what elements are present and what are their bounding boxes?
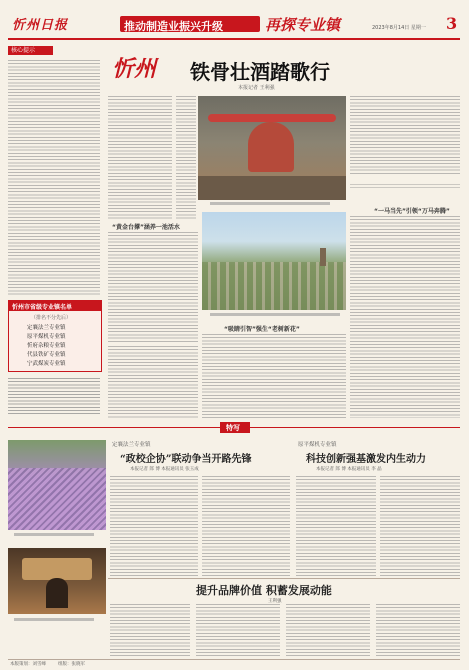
photo-caption — [14, 533, 94, 536]
core-tip-body — [8, 60, 100, 296]
right-feature-byline: 本报记者 郎 博 本报通讯员 李 晶 — [316, 467, 382, 472]
main-headline — [112, 48, 460, 92]
article-column — [110, 476, 198, 576]
right-feature-kicker: 原平煤机专业镇 — [298, 442, 337, 448]
footer-design: 组版：张晓军 — [58, 662, 85, 667]
left-feature-byline: 本报记者 郎 博 本报通讯员 张玉成 — [130, 467, 199, 472]
footer-editor: 本版策划：刘雪峰 — [10, 662, 46, 667]
left-feature-title: “政校企协”联动争当开路先锋 — [120, 454, 252, 465]
feature-tag-text: 特写 — [226, 424, 240, 432]
lower-article-rule — [108, 578, 460, 579]
box-subtitle: （排名不分先后） — [31, 315, 72, 321]
meta-line: 2023年8月14日 星期一 — [372, 25, 426, 31]
factory-photo — [198, 96, 346, 200]
feature-band — [8, 422, 460, 434]
banner-title: 推动制造业振兴升级 — [124, 20, 223, 33]
landscape-photo — [202, 212, 346, 310]
article-column — [202, 334, 346, 418]
core-tip-label — [8, 46, 53, 55]
photo-caption — [210, 202, 330, 205]
article-column — [202, 476, 290, 576]
article-column — [108, 346, 198, 418]
box-item: 忻府杂粮专业镇 — [27, 343, 66, 349]
photo-caption — [14, 618, 94, 621]
lower-article-byline: 王利强 — [268, 599, 282, 604]
article-column — [296, 476, 376, 576]
article-column — [108, 96, 172, 220]
box-title: 忻州市省级专业镇名单 — [12, 304, 73, 311]
article-column — [176, 96, 196, 220]
article-column — [110, 604, 190, 658]
page-number: 3 — [446, 14, 458, 33]
box-item: 宁武煤炭专业镇 — [27, 361, 66, 367]
masthead-logo: 忻州日报 — [12, 18, 69, 33]
headline-city: 忻州 — [112, 56, 157, 82]
article-column — [380, 476, 460, 576]
craftsman-photo — [8, 548, 106, 614]
right-feature-title: 科技创新强基激发内生动力 — [306, 454, 426, 465]
core-tip-text: 核心提示 — [11, 47, 36, 54]
subhead-first: “黄金台撑”涵养一池活水 — [112, 224, 180, 231]
subhead-third: “一马当先”引领“万马奔腾” — [374, 208, 450, 215]
masthead — [0, 0, 469, 44]
article-column — [350, 184, 460, 190]
article-column — [286, 604, 370, 658]
banner-slogan: 再探专业镇 — [265, 16, 341, 34]
headline-byline: 本报记者 王利强 — [238, 85, 275, 91]
box-item: 定襄法兰专业镇 — [27, 325, 66, 331]
box-item: 原平煤机专业镇 — [27, 334, 66, 340]
article-column — [376, 604, 460, 658]
lower-article-title: 提升品牌价值 积蓄发展动能 — [196, 584, 332, 597]
article-column — [196, 604, 280, 658]
subhead-second: “吸睛引智”强生“老树新花” — [224, 326, 300, 333]
core-tip-column — [8, 46, 100, 296]
left-feature-kicker: 定襄法兰专业镇 — [112, 442, 151, 448]
left-list — [8, 378, 100, 416]
specialty-town-box — [8, 300, 102, 372]
headline-title: 铁骨壮酒踏歌行 — [190, 60, 330, 84]
article-column — [108, 232, 198, 342]
masthead-rule — [8, 38, 460, 40]
flower-field-photo — [8, 440, 106, 530]
article-column — [350, 96, 460, 176]
article-column — [350, 216, 460, 418]
footer-rule — [8, 659, 460, 660]
photo-caption — [210, 313, 340, 316]
box-item: 代县铁矿专业镇 — [27, 352, 66, 358]
